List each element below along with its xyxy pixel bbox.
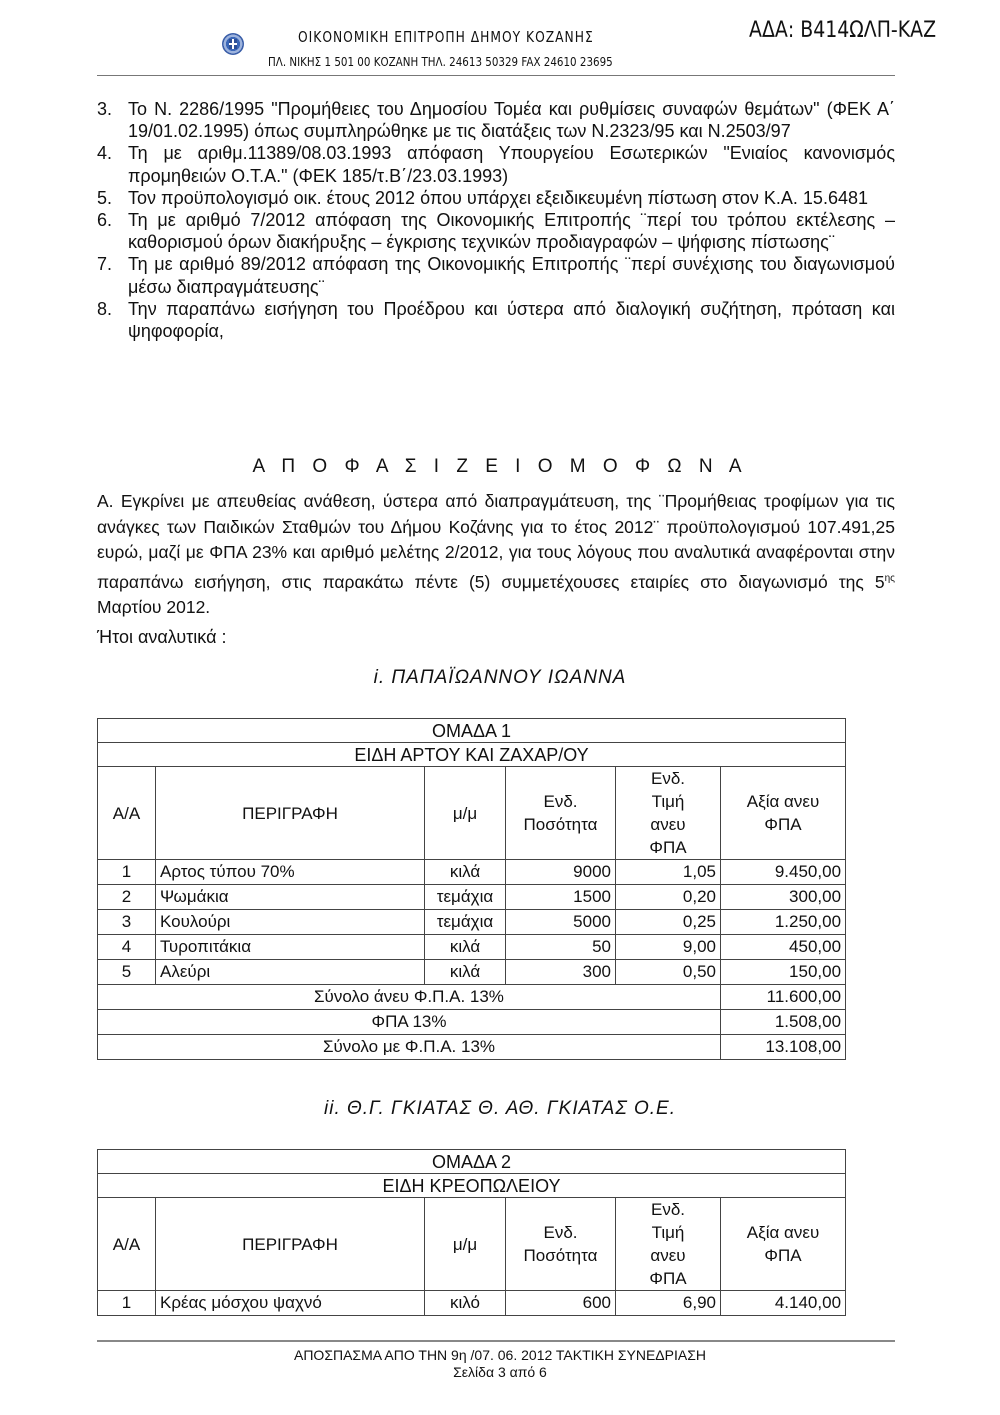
cell-value: 450,00: [721, 935, 846, 960]
cell-quantity: 600: [506, 1291, 616, 1316]
column-header-quantity: [506, 1198, 616, 1291]
cell-aa: 4: [98, 935, 156, 960]
header-line: Τιμή: [651, 1223, 685, 1242]
footer-session-note: ΑΠΟΣΠΑΣΜΑ ΑΠΟ ΤΗΝ 9η /07. 06. 2012 ΤΑΚΤΙΚΗ ΣΥΝΕΔΡΙΑΣΗ: [293, 1347, 706, 1363]
header-line: ανευ: [650, 1246, 686, 1265]
cell-aa: 3: [98, 910, 156, 935]
list-item-number: 6.: [97, 210, 113, 231]
list-item: [97, 187, 895, 209]
header-divider: [97, 75, 895, 76]
considerations-list: [97, 98, 895, 342]
cell-unit-price: 6,90: [616, 1291, 721, 1316]
total-row-net: [98, 985, 846, 1010]
list-item-text: Την παραπάνω εισήγηση του Προέδρου και ύστερα από διαλογική συζήτηση, πρόταση και ψηφοφορία,: [128, 298, 895, 342]
cell-quantity: 300: [506, 960, 616, 985]
cell-unit: τεμάχια: [425, 910, 506, 935]
column-header-unit: μ/μ: [425, 1198, 506, 1291]
cell-value: 9.450,00: [721, 860, 846, 885]
table-row: [98, 960, 846, 985]
header-line: ΦΠΑ: [649, 838, 687, 857]
table-row: [98, 1291, 846, 1316]
header-line: Ενδ.: [650, 1200, 686, 1219]
list-item-text: Τη με αριθμ.11389/08.03.1993 απόφαση Υπουργείου Εσωτερικών "Ενιαίος κανονισμός προμηθειών Ο.Τ.Α." (ΦΕΚ 185/τ.Β΄/23.03.1993): [128, 143, 895, 186]
header-line: Αξία ανευ: [746, 1223, 820, 1242]
items-table-group-2: [97, 1149, 846, 1316]
list-item-number: 3.: [97, 99, 113, 119]
cell-aa: 5: [98, 960, 156, 985]
list-item-number: 7.: [97, 254, 113, 275]
paragraph-text-end: Μαρτίου 2012.: [97, 597, 211, 617]
group-title: ΟΜΑΔΑ 1: [98, 719, 846, 743]
organization-address: ΠΛ. ΝΙΚΗΣ 1 501 00 ΚΟΖΑΝΗ ΤΗΛ. 24613 50329 FAX 24610 23695: [268, 55, 613, 69]
greek-coat-of-arms-icon: [222, 33, 244, 55]
cell-unit-price: 0,50: [616, 960, 721, 985]
list-item: [97, 298, 895, 342]
total-value: 13.108,00: [721, 1035, 846, 1060]
list-item-text: Τη με αριθμό 7/2012 απόφαση της Οικονομικής Επιτροπής ¨περί του τρόπου εκτέλεσης – καθορισμού όρων διακήρυξης – έγκρισης τεχνικών προδιαγραφών – ψήφισης πίστωσης¨: [128, 210, 895, 253]
cell-description: Τυροπιτάκια: [156, 935, 425, 960]
category-title: ΕΙΔΗ ΚΡΕΟΠΩΛΕΙΟΥ: [98, 1174, 846, 1198]
table-row: [98, 935, 846, 960]
company-heading: i. ΠΑΠΑΪΩΑΝΝΟΥ ΙΩΑΝΝΑ: [373, 667, 627, 688]
cell-unit: κιλό: [425, 1291, 506, 1316]
column-header-aa: Α/Α: [98, 1198, 156, 1291]
header-line: Ενδ.: [650, 769, 686, 788]
cell-aa: 1: [98, 860, 156, 885]
header-line: ΦΠΑ: [764, 1246, 802, 1265]
table-row: [98, 885, 846, 910]
list-item-number: 4.: [97, 143, 113, 164]
table-row: [98, 910, 846, 935]
ada-code: ΑΔΑ: Β414ΩΛΠ-ΚΑΖ: [749, 18, 937, 43]
total-label: ΦΠΑ 13%: [98, 1010, 721, 1035]
header-line: Ποσότητα: [523, 1246, 598, 1265]
column-header-unit-price: [616, 767, 721, 860]
header-line: Ενδ.: [543, 1223, 578, 1242]
cell-aa: 2: [98, 885, 156, 910]
ordinal-suffix: ης: [884, 572, 895, 584]
column-header-unit: μ/μ: [425, 767, 506, 860]
cell-quantity: 1500: [506, 885, 616, 910]
list-item-number: 5.: [97, 187, 113, 208]
column-header-value: [721, 767, 846, 860]
cell-unit: κιλά: [425, 960, 506, 985]
column-header-description: ΠΕΡΙΓΡΑΦΗ: [156, 1198, 425, 1291]
cell-unit: κιλά: [425, 860, 506, 885]
column-header-value: [721, 1198, 846, 1291]
total-row-vat: [98, 1010, 846, 1035]
cell-description: Ψωμάκια: [156, 885, 425, 910]
cell-unit: κιλά: [425, 935, 506, 960]
page-number: Σελίδα 3 από 6: [453, 1364, 547, 1380]
list-item-text: Τη με αριθμό 89/2012 απόφαση της Οικονομικής Επιτροπής ¨περί συνέχισης του διαγωνισμού μέσω διαπραγμάτευσης¨: [128, 254, 895, 297]
cell-quantity: 9000: [506, 860, 616, 885]
header-line: Ποσότητα: [523, 815, 598, 834]
company-heading: ii. Θ.Γ. ΓΚΙΑΤΑΣ Θ. ΑΘ. ΓΚΙΑΤΑΣ Ο.Ε.: [324, 1098, 676, 1119]
decision-heading: Α Π Ο Φ Α Σ Ι Ζ Ε Ι Ο Μ Ο Φ Ω Ν Α: [252, 456, 748, 477]
column-header-unit-price: [616, 1198, 721, 1291]
detail-intro: Ήτοι αναλυτικά :: [97, 627, 227, 647]
total-value: 1.508,00: [721, 1010, 846, 1035]
cell-value: 4.140,00: [721, 1291, 846, 1316]
cell-description: Κουλούρι: [156, 910, 425, 935]
cell-unit-price: 0,25: [616, 910, 721, 935]
cell-unit-price: 9,00: [616, 935, 721, 960]
header-line: Αξία ανευ: [746, 792, 820, 811]
header-line: ανευ: [650, 815, 686, 834]
cell-value: 1.250,00: [721, 910, 846, 935]
cell-description: Αρτος τύπου 70%: [156, 860, 425, 885]
list-item: [97, 253, 895, 297]
list-item: [97, 142, 895, 186]
total-label: Σύνολο με Φ.Π.Α. 13%: [98, 1035, 721, 1060]
table-row: [98, 860, 846, 885]
column-header-description: ΠΕΡΙΓΡΑΦΗ: [156, 767, 425, 860]
header-line: ΦΠΑ: [649, 1269, 687, 1288]
cell-aa: 1: [98, 1291, 156, 1316]
cell-value: 300,00: [721, 885, 846, 910]
cell-value: 150,00: [721, 960, 846, 985]
cell-quantity: 50: [506, 935, 616, 960]
list-item-text: Το Ν. 2286/1995 "Προμήθειες του Δημοσίου Τομέα και ρυθμίσεις συναφών θεμάτων" (ΦΕΚ Α΄ 19/01.02.1995) όπως συμπληρώθηκε με τις διατάξεις των Ν.2323/95 και Ν.2503/97: [128, 99, 895, 142]
total-row-gross: [98, 1035, 846, 1060]
cell-description: Αλεύρι: [156, 960, 425, 985]
category-title: ΕΙΔΗ ΑΡΤΟΥ ΚΑΙ ΖΑΧΑΡ/ΟΥ: [98, 743, 846, 767]
column-header-aa: Α/Α: [98, 767, 156, 860]
column-header-quantity: [506, 767, 616, 860]
cell-unit: τεμάχια: [425, 885, 506, 910]
header-line: Τιμή: [651, 792, 685, 811]
total-value: 11.600,00: [721, 985, 846, 1010]
list-item: [97, 209, 895, 253]
organization-title: ΟΙΚΟΝΟΜΙΚΗ ΕΠΙΤΡΟΠΗ ΔΗΜΟΥ ΚΟΖΑΝΗΣ: [298, 28, 594, 46]
list-item-number: 8.: [97, 298, 113, 319]
decision-paragraph-a: [97, 489, 895, 621]
cell-unit-price: 0,20: [616, 885, 721, 910]
cell-description: Κρέας μόσχου ψαχνό: [156, 1291, 425, 1316]
items-table-group-1: [97, 718, 846, 1060]
cell-quantity: 5000: [506, 910, 616, 935]
header-line: Ενδ.: [543, 792, 578, 811]
cell-unit-price: 1,05: [616, 860, 721, 885]
list-item-text: Τον προϋπολογισμό οικ. έτους 2012 όπου υπάρχει εξειδικευμένη πίστωση στον Κ.Α. 15.6481: [128, 187, 868, 208]
footer-divider: [97, 1340, 895, 1342]
header-line: ΦΠΑ: [764, 815, 802, 834]
paragraph-text: Α. Εγκρίνει με απευθείας ανάθεση, ύστερα από διαπραγμάτευση, της ¨Προμήθειας τροφίμων για τις ανάγκες των Παιδικών Σταθμών του Δήμου Κοζάνης για το έτος 2012¨ προϋπολογισμού 107.491,25 ευρώ, μαζί με ΦΠΑ 23% και αριθμό μελέτης 2/2012, για τους λόγους που αναλυτικά αναφέρονται στην παραπάνω εισήγηση, στις παρακάτω πέντε (5) συμμετέχουσες εταιρίες στο διαγωνισμό της 5: [97, 491, 895, 592]
list-item: [97, 98, 895, 142]
total-label: Σύνολο άνευ Φ.Π.Α. 13%: [98, 985, 721, 1010]
group-title: ΟΜΑΔΑ 2: [98, 1150, 846, 1174]
